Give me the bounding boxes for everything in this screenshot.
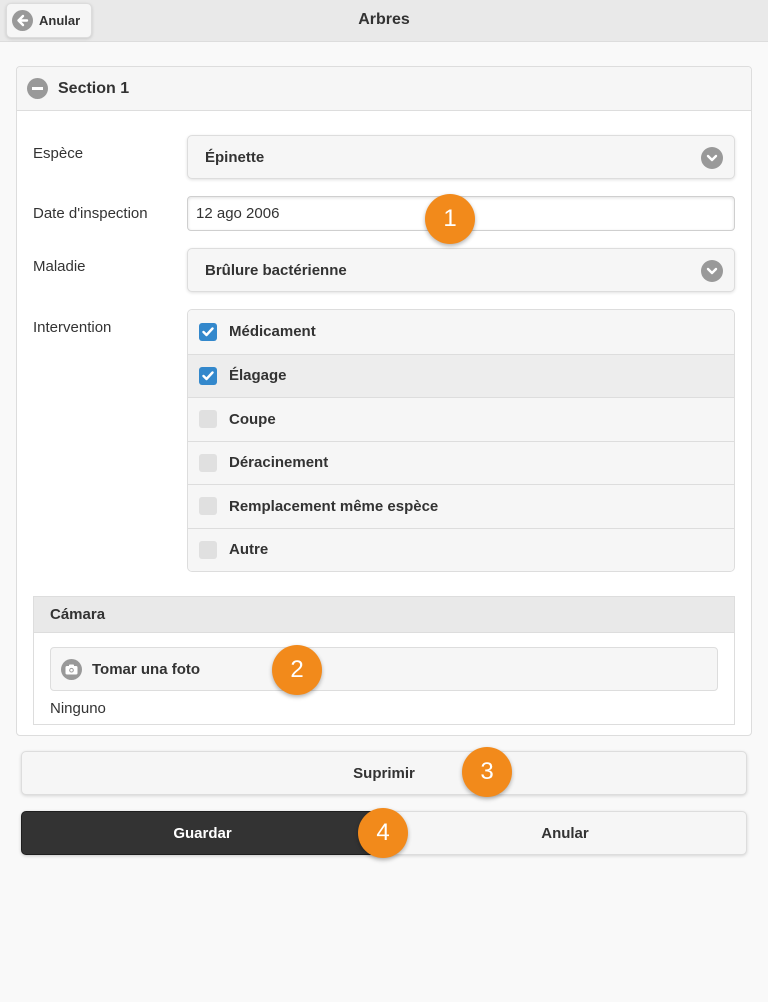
save-button[interactable]: Guardar	[21, 811, 384, 855]
checkbox-autre[interactable]	[188, 528, 734, 572]
checkbox-label: Coupe	[229, 410, 276, 428]
espece-label: Espèce	[33, 145, 84, 162]
checkbox-label: Autre	[229, 541, 269, 559]
checkbox-label: Déracinement	[229, 454, 329, 472]
page-title: Arbres	[358, 11, 410, 28]
espece-value: Épinette	[205, 149, 265, 166]
annotation-marker-2: 2	[272, 645, 322, 695]
section-title: Section 1	[58, 79, 130, 97]
photo-status: Ninguno	[50, 700, 106, 717]
checkbox-checked-icon	[199, 323, 217, 341]
camera-panel	[33, 596, 735, 725]
checkbox-label: Médicament	[229, 323, 316, 341]
checkbox-label: Élagage	[229, 367, 287, 385]
checkbox-elagage[interactable]	[188, 354, 734, 398]
checkbox-icon	[199, 541, 217, 559]
checkbox-icon	[199, 454, 217, 472]
intervention-label: Intervention	[33, 319, 112, 336]
checkbox-checked-icon	[199, 367, 217, 385]
minus-icon	[27, 78, 48, 99]
checkbox-label: Remplacement même espèce	[229, 497, 439, 515]
take-photo-button[interactable]	[50, 647, 718, 691]
checkbox-coupe[interactable]	[188, 397, 734, 441]
chevron-down-icon	[701, 260, 723, 282]
annotation-marker-1: 1	[425, 194, 475, 244]
checkbox-icon	[199, 497, 217, 515]
cancel-button[interactable]: Anular	[384, 811, 747, 855]
checkbox-icon	[199, 410, 217, 428]
camera-icon	[61, 659, 82, 680]
checkbox-deracinement[interactable]	[188, 441, 734, 485]
take-photo-label: Tomar una foto	[92, 660, 201, 678]
annotation-marker-4: 4	[358, 808, 408, 858]
date-label: Date d'inspection	[33, 205, 148, 222]
maladie-value: Brûlure bactérienne	[205, 262, 347, 279]
maladie-select[interactable]	[187, 248, 735, 292]
delete-button[interactable]: Suprimir	[21, 751, 747, 795]
section-header[interactable]	[17, 67, 751, 111]
checkbox-remplacement[interactable]	[188, 484, 734, 528]
annotation-marker-3: 3	[462, 747, 512, 797]
espece-select[interactable]	[187, 135, 735, 179]
camera-title: Cámara	[34, 597, 734, 633]
maladie-label: Maladie	[33, 258, 86, 275]
checkbox-medicament[interactable]	[188, 310, 734, 354]
chevron-down-icon	[701, 147, 723, 169]
back-button-label: Anular	[39, 13, 81, 28]
header-bar	[0, 0, 768, 42]
intervention-checkbox-group	[187, 309, 735, 572]
